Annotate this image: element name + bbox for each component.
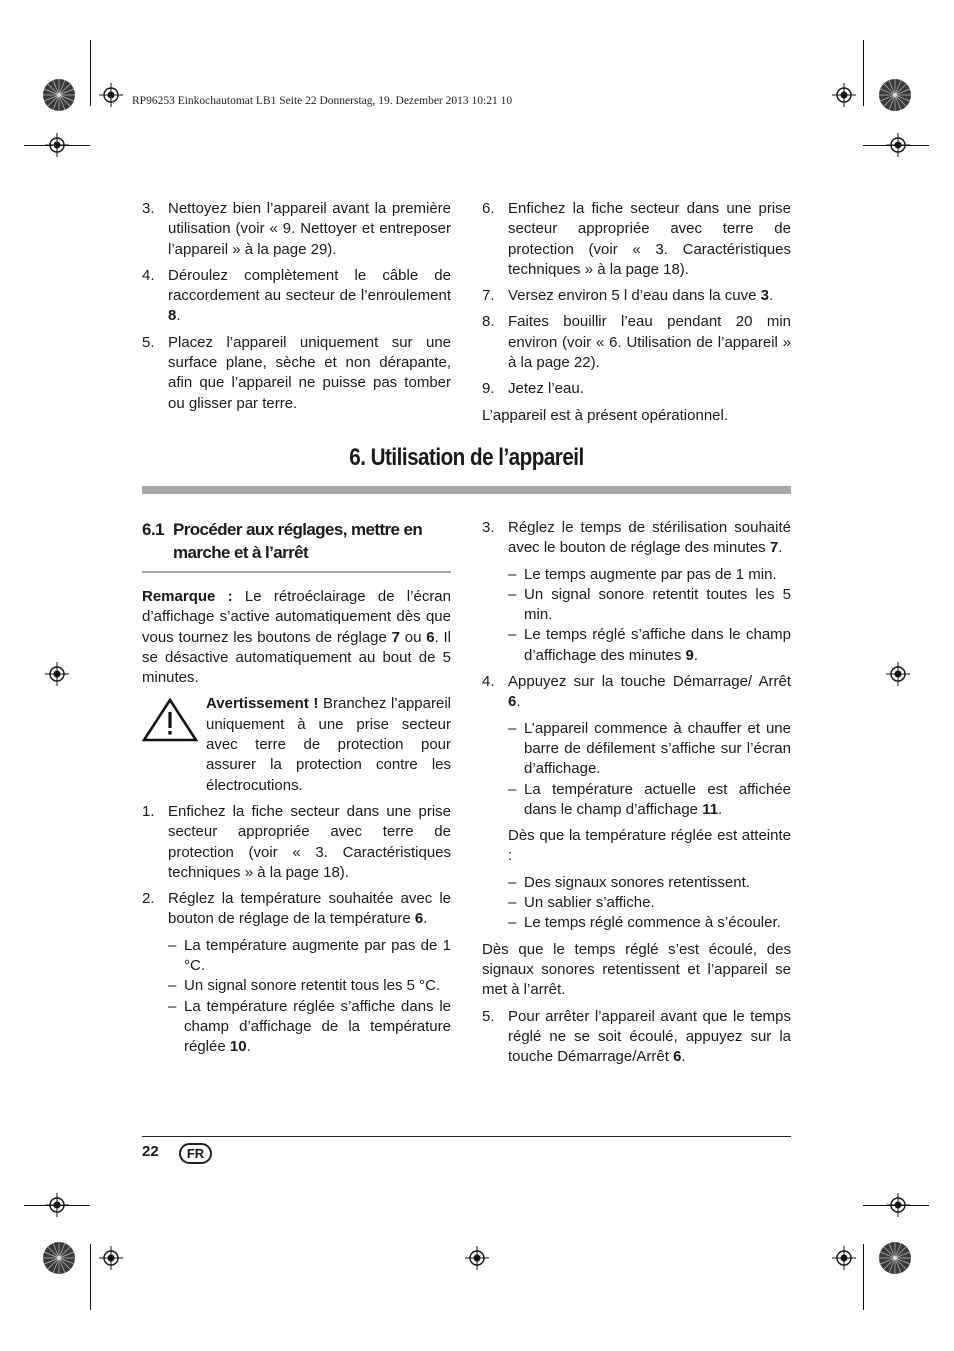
registration-mark-icon <box>45 133 69 157</box>
step-number: 3. <box>482 519 495 536</box>
step-text: Pour arrêter l’appareil avant que le temps réglé ne se soit écoulé, appuyez sur la touche Démarrage/Arrêt 6. <box>508 1007 791 1066</box>
list-item <box>482 286 791 306</box>
closing-paragraph: L’appareil est à présent opérationnel. <box>482 406 729 424</box>
sub-item: – Des signaux sonores retentissent. <box>508 873 750 891</box>
part-number: 6 <box>673 1048 682 1066</box>
step-number: 5. <box>482 1007 495 1025</box>
registration-mark-icon <box>99 83 123 107</box>
step-text: Versez environ 5 l d’eau dans la cuve 3. <box>508 287 774 305</box>
sub-item: – Un sablier s’affiche. <box>508 894 655 912</box>
sub-list <box>482 565 791 666</box>
registration-mark-icon <box>465 1246 489 1270</box>
step-text: Placez l’appareil uniquement sur une surface plane, sèche et non dérapante, afin que l’appareil ne puisse pas tomber ou glisser par terre. <box>168 333 451 412</box>
color-rosette-icon <box>878 1241 912 1275</box>
sub-list <box>482 873 791 934</box>
step-number: 1. <box>142 802 155 820</box>
list-item <box>482 199 791 280</box>
registration-mark-icon <box>886 662 910 686</box>
page-number: 22 <box>142 1143 159 1160</box>
step-number: 8. <box>482 313 495 331</box>
step-number: 7. <box>482 287 495 305</box>
sub-item: – La température augmente par pas de 1 °C. <box>168 936 451 975</box>
list-item <box>142 889 451 930</box>
sub-list <box>482 719 791 820</box>
footer-rule <box>142 1136 791 1137</box>
lower-left-column <box>142 518 451 1064</box>
list-item <box>142 266 451 327</box>
registration-mark-icon <box>832 1246 856 1270</box>
step-text: Déroulez complètement le câble de raccordement au secteur de l’enroulement 8. <box>168 266 451 325</box>
part-number: 6 <box>414 910 424 928</box>
list-item <box>482 379 791 399</box>
list-item <box>482 518 791 559</box>
elapsed-paragraph: Dès que le temps réglé s’est écoulé, des signaux sonores retentissent et l’appareil se met à l’arrêt. <box>482 940 791 999</box>
chapter-title-bar <box>142 486 791 494</box>
sub-item: – Un signal sonore retentit tous les 5 °C. <box>168 977 441 995</box>
step-text: Nettoyez bien l’appareil avant la première utilisation (voir « 9. Nettoyer et entreposer l’appareil » à la page 29). <box>168 200 451 258</box>
section-number: 6.1 <box>142 520 164 539</box>
color-rosette-icon <box>42 1241 76 1275</box>
step-note: Dès que la température réglée est atteinte : <box>508 827 791 865</box>
list-item <box>142 333 451 414</box>
language-badge: FR <box>179 1143 212 1164</box>
sub-item: – L’appareil commence à chauffer et une barre de défilement s’affiche sur l’écran d’affichage. <box>508 719 791 778</box>
part-number: 3 <box>760 287 769 305</box>
step-number: 5. <box>142 333 155 351</box>
list-item <box>142 199 451 260</box>
list-item <box>482 312 791 373</box>
section-title: Procéder aux réglages, mettre en marche et à l’arrêt <box>173 520 423 562</box>
step-text: Faites bouillir l’eau pendant 20 min environ (voir « 6. Utilisation de l’appareil » à la page 22). <box>508 313 791 372</box>
color-rosette-icon <box>878 78 912 112</box>
step-text: Jetez l’eau. <box>508 380 584 398</box>
sub-item: – La température actuelle est affichée dans le champ d’affichage 11. <box>508 780 791 818</box>
warning-label: Avertissement ! <box>206 695 319 713</box>
sub-item: – Un signal sonore retentit toutes les 5 min. <box>508 585 791 624</box>
registration-mark-icon <box>45 1193 69 1217</box>
sub-item: – Le temps augmente par pas de 1 min. <box>508 565 777 583</box>
step-text: Enfichez la fiche secteur dans une prise secteur appropriée avec terre de protection (voir « 3. Caractéristiques techniques » à la page 18). <box>508 200 791 278</box>
step-number: 2. <box>142 890 155 908</box>
list-item <box>482 672 791 713</box>
section-heading <box>142 518 451 564</box>
step-number: 6. <box>482 200 495 217</box>
sub-item: – La température réglée s’affiche dans le champ d’affichage de la température réglée 10. <box>168 997 451 1056</box>
sub-list <box>142 936 451 1058</box>
upper-right-column <box>482 199 791 432</box>
registration-mark-icon <box>832 83 856 107</box>
warning-triangle-icon <box>142 694 206 795</box>
registration-mark-icon <box>45 662 69 686</box>
part-number: 6 <box>508 693 517 711</box>
step-number: 4. <box>142 266 155 284</box>
step-text: Enfichez la fiche secteur dans une prise secteur appropriée avec terre de protection (voir « 3. Caractéristiques techniques » à la page 18). <box>168 802 451 881</box>
registration-mark-icon <box>99 1246 123 1270</box>
note-paragraph: Remarque : Le rétroéclairage de l’écran d’affichage s’active automatiquement dès que vous tournez les boutons de réglage 7 ou 6. Il se désactive automatiquement au bout de 5 minutes. <box>142 588 451 687</box>
section-rule <box>142 571 451 573</box>
list-item <box>482 1007 791 1068</box>
sub-item: – Le temps réglé commence à s’écouler. <box>508 914 781 932</box>
step-number: 4. <box>482 673 495 691</box>
note-label: Remarque : <box>142 588 233 605</box>
upper-left-column <box>142 199 451 420</box>
registration-mark-icon <box>886 133 910 157</box>
step-number: 9. <box>482 380 495 398</box>
sub-item: – Le temps réglé s’affiche dans le champ d’affichage des minutes 9. <box>508 626 791 664</box>
part-number: 8 <box>168 307 177 325</box>
step-number: 3. <box>142 200 155 217</box>
color-rosette-icon <box>42 78 76 112</box>
chapter-title: 6. Utilisation de l’appareil <box>349 444 584 471</box>
part-number: 7 <box>769 539 779 557</box>
warning-text: Avertissement ! Branchez l’appareil uniquement à une prise secteur avec terre de protection pour assurer la protection contre les électrocutions. <box>206 695 451 794</box>
step-text: Appuyez sur la touche Démarrage/ Arrêt 6. <box>508 673 791 711</box>
step-text: Réglez le temps de stérilisation souhaité avec le bouton de réglage des minutes 7. <box>508 519 791 557</box>
step-text: Réglez la température souhaitée avec le bouton de réglage de la température 6. <box>168 890 451 928</box>
print-info: RP96253 Einkochautomat LB1 Seite 22 Donnerstag, 19. Dezember 2013 10:21 10 <box>132 95 513 107</box>
list-item <box>142 802 451 883</box>
warning-block <box>142 694 451 795</box>
lower-right-column <box>482 518 791 1073</box>
registration-mark-icon <box>886 1193 910 1217</box>
